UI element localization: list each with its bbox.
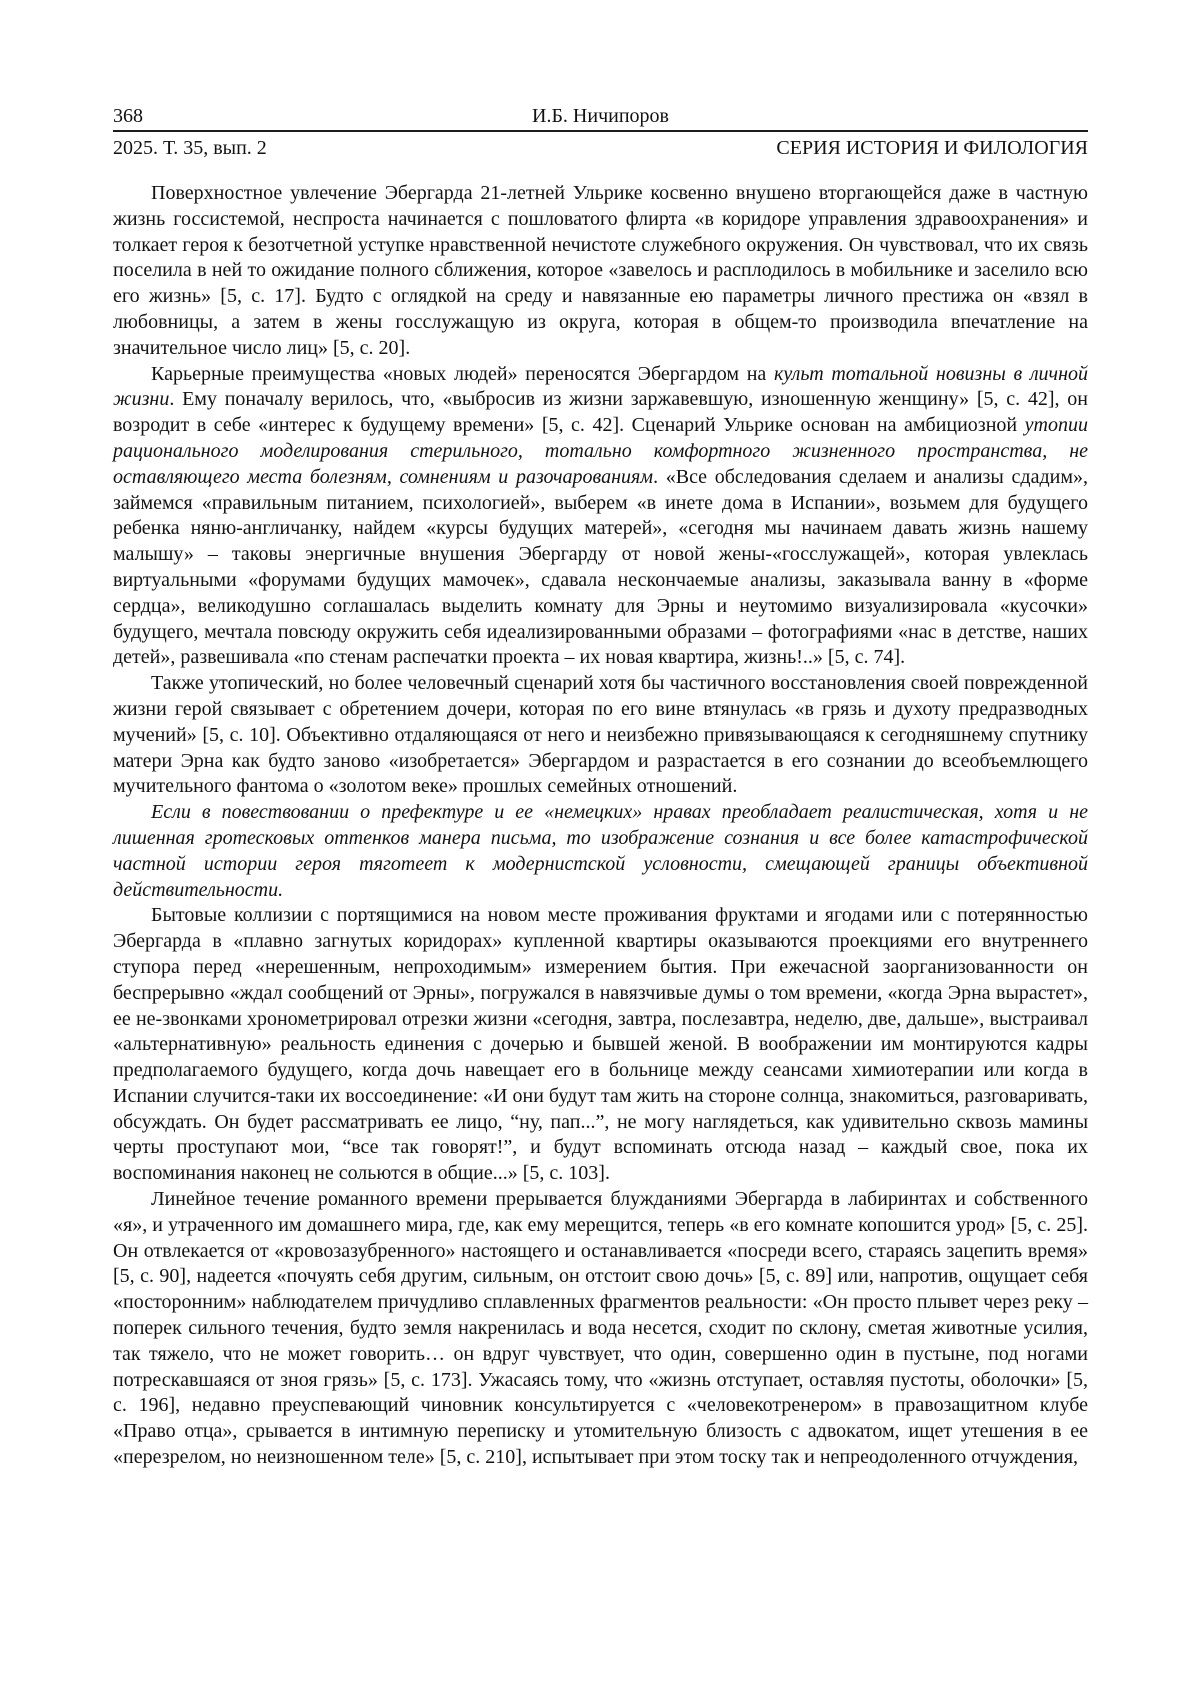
italic-run: утопии рационального моделирования стерильного, тотально комфортного жизненного пространства, не оставляющего места болезням, сомнениям и разочарованиям bbox=[113, 414, 1088, 488]
paragraph bbox=[113, 800, 1088, 903]
text-run: . «Все обследования сделаем и анализы сдадим», займемся «правильным питанием, психологией», выберем «в инете дома в Испании», возьмем для будущего ребенка няню-англичанку, найдем «курсы будущих матерей», «сегодня мы начинаем давать жизнь нашему малышу» – таковы энергичные внушения Эбергарду от новой жены-«госслужащей», которая увлеклась виртуальными «форумами будущих мамочек», сдавала нескончаемые анализы, заказывала ванну в «форме сердца», великодушно соглашалась выделить комнату для Эрны и неутомимо визуализировала «кусочки» будущего, мечтала повсюду окружить себя идеализированными образами – фотографиями «нас в детстве, наших детей», развешивала «по стенам распечатки проекта – их новая квартира, жизнь!..» [5, с. 74]. bbox=[113, 465, 1088, 669]
text-run: Поверхностное увлечение Эбергарда 21-летней Ульрике косвенно внушено вторгающейся даже в частную жизнь госсистемой, неспроста начинается с пошловатого флирта «в коридоре управления здравоохранения» и толкает героя к безотчетной уступке нравственной нечистоте служебного окружения. Он чувствовал, что их связь поселила в ней то ожидание полного сближения, которое «завелось и расплодилось в мобильнике и заселило всю его жизнь» [5, с. 17]. Будто с оглядкой на среду и навязанные ею параметры личного престижа он «взял в любовницы, а затем в жены госслужащую из округа, которая в общем-то производила впечатление на значительное число лиц» [5, с. 20]. bbox=[113, 182, 1088, 359]
header-row-bottom bbox=[113, 136, 1088, 160]
header-rule bbox=[113, 130, 1088, 132]
header-row-top bbox=[113, 104, 1088, 128]
running-author: И.Б. Ничипоров bbox=[532, 105, 669, 127]
text-run: Также утопический, но более человечный сценарий хотя бы частичного восстановления своей поврежденной жизни герой связывает с обретением дочери, которая по его вине втянулась «в грязь и духоту предразводных мучений» [5, с. 10]. Объективно отдаляющаяся от него и неизбежно привязывающаяся к сегодняшнему спутнику матери Эрна как будто заново «изобретается» Эбергардом и разрастается в его сознании до всеобъемлющего мучительного фантома о «золотом веке» прошлых семейных отношений. bbox=[113, 672, 1088, 798]
article-body bbox=[113, 181, 1088, 1471]
paragraph bbox=[113, 181, 1088, 362]
text-run: Карьерные преимущества «новых людей» переносятся Эбергардом на bbox=[151, 362, 774, 385]
paragraph bbox=[113, 362, 1088, 672]
paragraph bbox=[113, 671, 1088, 800]
series-title: СЕРИЯ ИСТОРИЯ И ФИЛОЛОГИЯ bbox=[776, 137, 1088, 159]
italic-run: Если в повествовании о префектуре и ее «немецких» нравах преобладает реалистическая, хотя и не лишенная гротесковых оттенков манера письма, то изображение сознания и все более катастрофической частной истории героя тяготеет к модернистской условности, смещающей границы объективной действительности. bbox=[113, 801, 1088, 901]
text-run: Бытовые коллизии с портящимися на новом месте проживания фруктами и ягодами или с потерянностью Эбергарда в «плавно загнутых коридорах» купленной квартиры оказываются проекциями его внутреннего ступора перед «нерешенным, непроходимым» измерением бытия. При ежечасной заорганизованности он беспрерывно «ждал сообщений от Эрны», погружался в навязчивые думы о том времени, «когда Эрна вырастет», ее не-звонками хронометрировал отрезки жизни «сегодня, завтра, послезавтра, неделю, две, дальше», выстраивал «альтернативную» реальность единения с дочерью и бывшей женой. В воображении им монтируются кадры предполагаемого будущего, когда дочь навещает его в больнице между сеансами химиотерапии или когда в Испании случится-таки их воссоединение: «И они будут там жить на стороне солнца, знакомиться, разговаривать, обсуждать. Он будет рассматривать ее лицо, “ну, пап...”, не могу наглядеться, как удивительно сквозь мамины черты проступают мои, “все так говорят!”, и будут вспоминать отсюда назад – каждый свое, пока их воспоминания наконец не сольются в общие...» [5, с. 103]. bbox=[113, 904, 1088, 1185]
page-header bbox=[113, 104, 1088, 160]
page-number: 368 bbox=[113, 105, 143, 127]
text-run: . Ему поначалу верилось, что, «выбросив из жизни заржавевшую, изношенную женщину» [5, с. 42], он возродит в себе «интерес к будущему времени» [5, с. 42]. Сценарий Ульрике основан на амбициозной bbox=[113, 388, 1088, 437]
issue-info: 2025. Т. 35, вып. 2 bbox=[113, 137, 267, 159]
paragraph bbox=[113, 1187, 1088, 1471]
italic-run: культ тотальной новизны в личной жизни bbox=[113, 362, 1088, 411]
text-run: Линейное течение романного времени прерывается блужданиями Эбергарда в лабиринтах и собственного «я», и утраченного им домашнего мира, где, как ему мерещится, теперь «в его комнате копошится урод» [5, с. 25]. Он отвлекается от «кровозазубренного» настоящего и останавливается «посреди всего, стараясь зацепить время» [5, с. 90], надеется «почуять себя другим, сильным, он отстоит свою дочь» [5, с. 89] или, напротив, ощущает себя «посторонним» наблюдателем причудливо сплавленных фрагментов реальности: «Он просто плывет через реку – поперек сильного течения, будто земля накренилась и вода несется, сходит по склону, сметая животные усилия, так тяжело, что не может говорить… он вдруг чувствует, что один, совершенно один в пустыне, под ногами потрескавшаяся от зноя грязь» [5, с. 173]. Ужасаясь тому, что «жизнь отступает, оставляя пустоты, оболочки» [5, с. 196], недавно преуспевающий чиновник консультируется с «человекотренером» в правозащитном клубе «Право отца», срывается в интимную переписку и утомительную близость с адвокатом, ищет утешения в ее «перезрелом, но неизношенном теле» [5, с. 210], испытывает при этом тоску так и непреодоленного отчуждения, bbox=[113, 1188, 1088, 1469]
paragraph bbox=[113, 903, 1088, 1187]
